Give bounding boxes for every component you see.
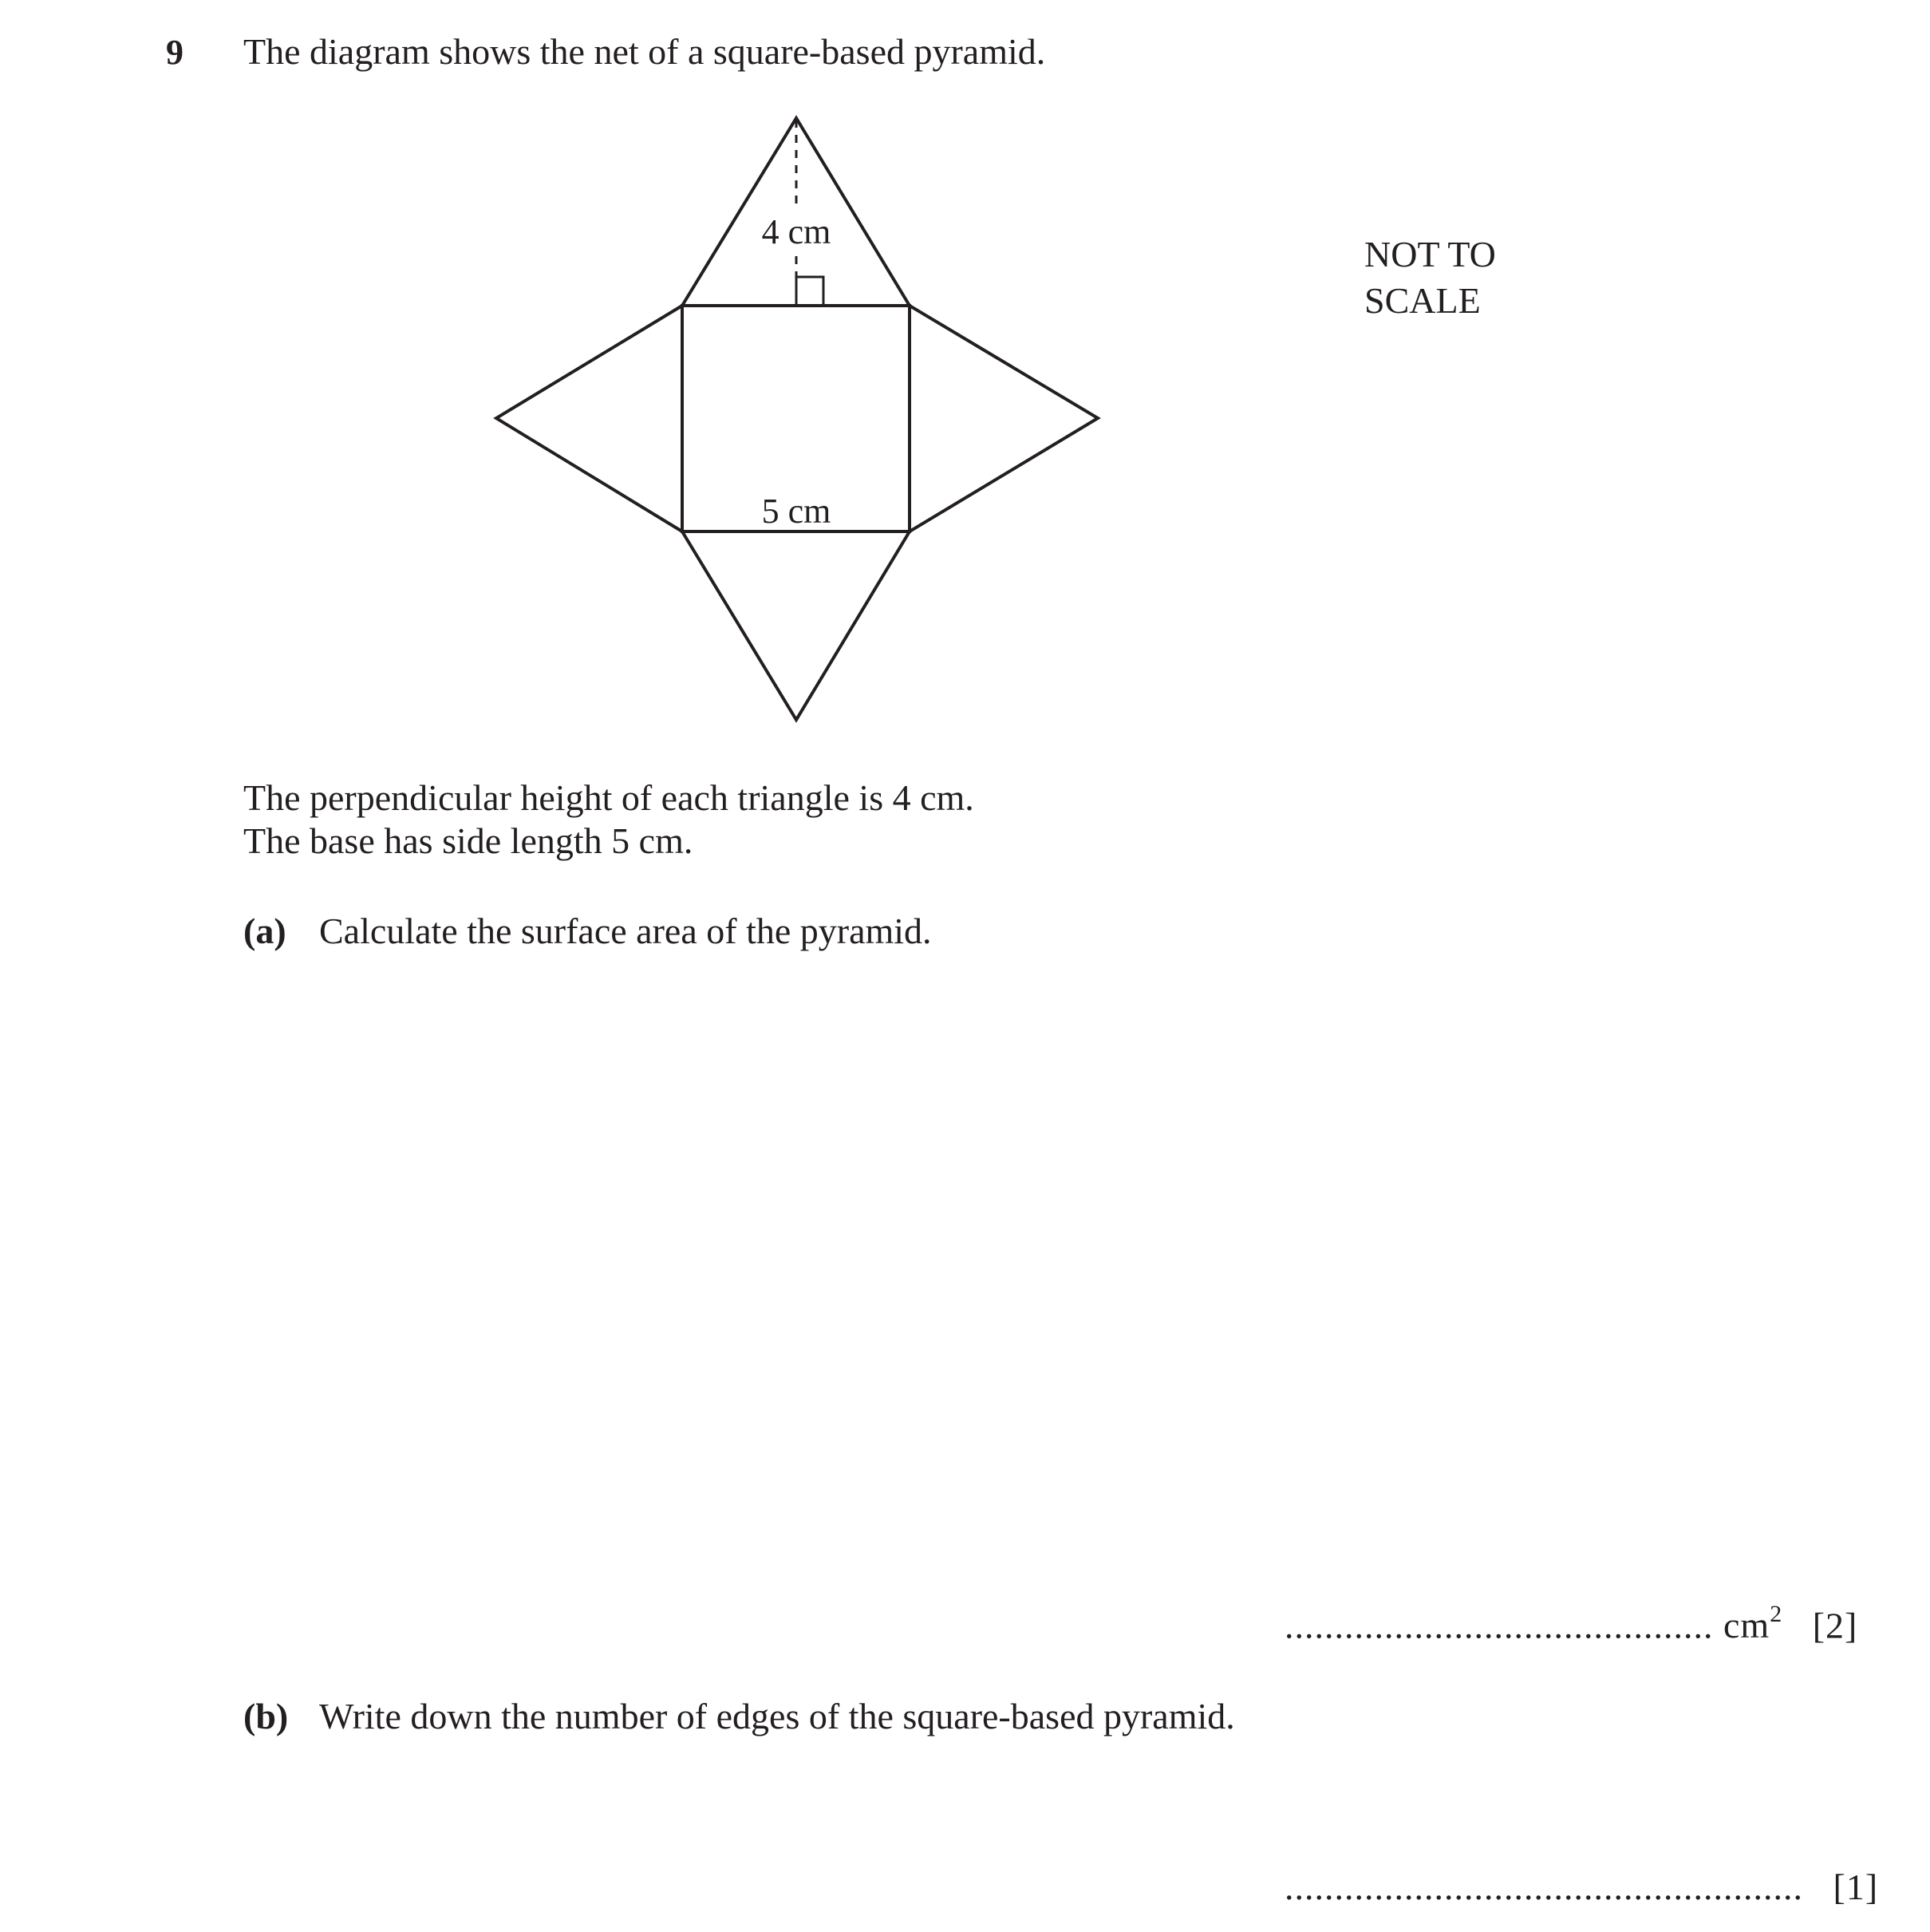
part-b-marks: [1]: [1833, 1867, 1879, 1907]
net-triangle-left: [496, 306, 682, 531]
given-information: [243, 776, 974, 863]
info-line-height: The perpendicular height of each triangle is 4 cm.: [243, 777, 974, 818]
part-b-answer-line[interactable]: [1285, 1866, 1878, 1908]
part-a-question: Calculate the surface area of the pyramid.: [319, 911, 932, 951]
height-label: 4 cm: [761, 212, 831, 251]
not-to-scale-note: [1364, 231, 1496, 324]
part-b-label: (b): [243, 1696, 289, 1736]
right-angle-marker: [796, 277, 823, 306]
part-a-marks: [2]: [1812, 1605, 1858, 1646]
part-a-unit: $cm^2$: [1723, 1601, 1783, 1646]
part-a-label: (a): [243, 911, 286, 951]
scale-note-line2: SCALE: [1364, 280, 1481, 321]
scale-note-line1: NOT TO: [1364, 234, 1496, 275]
pyramid-net-diagram: [0, 0, 1930, 798]
part-b-answer-dots[interactable]: ....................................................: [1285, 1867, 1803, 1907]
part-a-answer-line[interactable]: [1285, 1601, 1858, 1646]
question-number: 9: [166, 33, 184, 72]
net-triangle-right: [910, 306, 1098, 531]
base-label: 5 cm: [761, 492, 831, 531]
net-triangle-bottom: [682, 531, 910, 720]
question-stem: The diagram shows the net of a square-based pyramid.: [243, 31, 1046, 72]
part-b-question: Write down the number of edges of the square-based pyramid.: [319, 1696, 1235, 1736]
info-line-base: The base has side length 5 cm.: [243, 820, 693, 861]
part-a-answer-dots[interactable]: ...........................................: [1285, 1605, 1714, 1646]
unit-power: 2: [1770, 1601, 1783, 1627]
